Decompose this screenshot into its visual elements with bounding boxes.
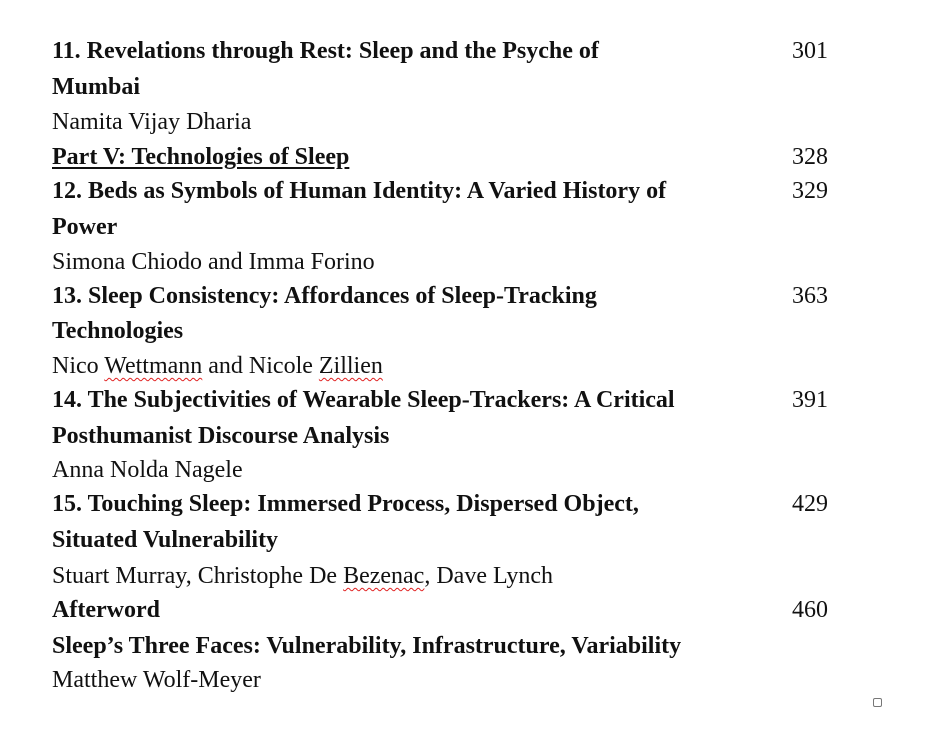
chapter-13-page: 363 bbox=[792, 283, 828, 309]
chapter-14-title-line-1: 14. The Subjectivities of Wearable Sleep-Trackers: A Critical bbox=[52, 387, 675, 413]
chapter-15-page: 429 bbox=[792, 491, 828, 517]
chapter-15-authors bbox=[52, 561, 752, 591]
spellcheck-flagged-word[interactable]: Bezenac bbox=[343, 563, 425, 589]
chapter-13-authors bbox=[52, 351, 752, 381]
chapter-12-page: 329 bbox=[792, 178, 828, 204]
chapter-15-title-line-2: Situated Vulnerability bbox=[52, 527, 279, 553]
chapter-11-title-line-2: Mumbai bbox=[52, 74, 141, 100]
spellcheck-flagged-word[interactable]: Wettmann bbox=[104, 353, 203, 379]
author-text: Nico bbox=[52, 353, 105, 379]
chapter-14-page: 391 bbox=[792, 387, 828, 413]
chapter-12-authors: Simona Chiodo and Imma Forino bbox=[52, 249, 375, 275]
afterword-authors: Matthew Wolf-Meyer bbox=[52, 667, 261, 693]
chapter-14-authors: Anna Nolda Nagele bbox=[52, 457, 243, 483]
chapter-13-title-line-2: Technologies bbox=[52, 318, 184, 344]
chapter-14-title-line-2: Posthumanist Discourse Analysis bbox=[52, 423, 390, 449]
author-text: Stuart Murray, Christophe De bbox=[52, 563, 344, 589]
chapter-11-page: 301 bbox=[792, 38, 828, 64]
afterword-page: 460 bbox=[792, 597, 828, 623]
author-text: and Nicole bbox=[202, 353, 319, 379]
resize-handle[interactable] bbox=[873, 698, 882, 707]
spellcheck-flagged-word[interactable]: Zillien bbox=[318, 353, 383, 379]
part-5-page: 328 bbox=[792, 144, 828, 170]
part-5-title: Part V: Technologies of Sleep bbox=[52, 144, 350, 170]
chapter-12-title-line-2: Power bbox=[52, 214, 118, 240]
part-5-heading bbox=[52, 142, 752, 172]
chapter-12-title-line-1: 12. Beds as Symbols of Human Identity: A Varied History of bbox=[52, 178, 667, 204]
afterword-title: Sleep’s Three Faces: Vulnerability, Infrastructure, Variability bbox=[52, 633, 682, 659]
author-text: , Dave Lynch bbox=[424, 563, 553, 589]
chapter-11-authors: Namita Vijay Dharia bbox=[52, 109, 252, 135]
afterword-heading: Afterword bbox=[52, 597, 160, 623]
chapter-15-title-line-1: 15. Touching Sleep: Immersed Process, Dispersed Object, bbox=[52, 491, 639, 517]
chapter-13-title-line-1: 13. Sleep Consistency: Affordances of Sleep-Tracking bbox=[52, 283, 597, 309]
chapter-11-title-line-1: 11. Revelations through Rest: Sleep and the Psyche of bbox=[52, 38, 599, 64]
